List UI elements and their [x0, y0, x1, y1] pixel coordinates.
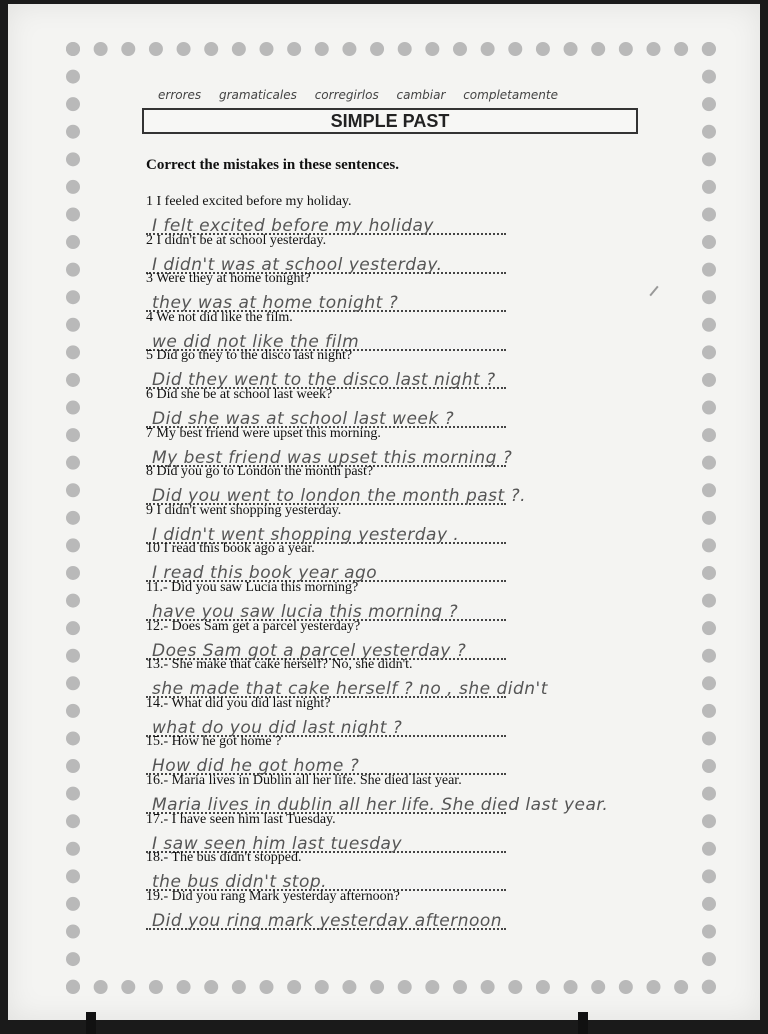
exercise-prompt: 19.- Did you rang Mark yesterday afternoon? [146, 888, 400, 904]
exercise-prompt: 4 We not did like the film. [146, 309, 293, 325]
handwritten-answer: Did you went to london the month past ?. [152, 486, 527, 507]
exercise-prompt: 15.- How he got home ? [146, 734, 282, 750]
handwritten-answer: have you saw lucia this morning ? [152, 602, 459, 622]
exercise-item [146, 773, 726, 814]
handwritten-answer: we did not like the film [152, 331, 360, 352]
worksheet-page [8, 4, 760, 1020]
answer-line [146, 790, 609, 815]
exercise-prompt: 6 Did she be at school last week? [146, 387, 333, 402]
handwritten-answer: Maria lives in dublin all her life. She died last year. [152, 795, 609, 815]
exercise-prompt: 17.- I have seen him last Tuesday. [146, 811, 336, 827]
exercise-prompt: 12.- Does Sam get a parcel yesterday? [146, 618, 361, 634]
exercise-item [146, 889, 726, 930]
handwritten-topics: errores gramaticales corregirlos cambiar completamente [158, 88, 558, 102]
edge-mark [86, 1012, 96, 1034]
instruction: Correct the mistakes in these sentences. [146, 157, 400, 173]
exercise-prompt: 18.- The bus didn't stopped. [146, 850, 302, 866]
exercise-item [146, 387, 726, 428]
handwritten-answer: what do you did last night ? [152, 717, 403, 738]
exercise-item [146, 503, 726, 544]
handwritten-answer: Does Sam got a parcel yesterday ? [152, 640, 467, 661]
exercise-item [146, 233, 726, 274]
exercise-item [146, 541, 726, 582]
handwritten-answer: the bus didn't stop. [152, 872, 328, 893]
exercise-item [146, 734, 726, 775]
exercise-item [146, 812, 726, 853]
handwritten-answer: I felt excited before my holiday [152, 216, 434, 236]
handwritten-answer: My best friend was upset this morning ? [152, 447, 513, 468]
exercise-item [146, 310, 726, 351]
handwritten-answer: I didn't went shopping yesterday . [152, 524, 460, 545]
exercise-prompt: 10 I read this book ago a year. [146, 541, 315, 557]
exercise-prompt: 2 I didn't be at school yesterday. [146, 232, 327, 248]
answer-line [146, 520, 506, 544]
handwritten-answer: I saw seen him last tuesday [152, 833, 403, 854]
handwritten-answer: Did you ring mark yesterday afternoon [152, 910, 503, 931]
exercise-prompt: 5 Did go they to the disco last night? [146, 348, 353, 364]
answer-line [146, 481, 527, 507]
answer-line [146, 867, 506, 891]
answer-line [146, 250, 506, 274]
answer-line [146, 365, 506, 389]
answer-line [146, 829, 506, 853]
answer-line [146, 327, 506, 351]
exercise-item [146, 850, 726, 891]
page-title: SIMPLE PAST [330, 111, 450, 131]
exercise-item [146, 580, 726, 621]
answer-line [146, 751, 506, 775]
handwritten-answer: they was at home tonight ? [152, 293, 399, 314]
exercise-prompt: 11.- Did you saw Lucia this morning? [146, 580, 359, 595]
exercise-item [146, 619, 726, 660]
answer-line [146, 674, 548, 700]
exercise-item [146, 657, 726, 698]
answer-line [146, 404, 506, 428]
exercise-prompt: 14.- What did you did last night? [146, 695, 331, 711]
exercise-prompt: 7 My best friend were upset this morning. [146, 425, 381, 441]
exercise-prompt: 13.- She make that cake herself? No, she didn't. [146, 657, 413, 673]
answer-line [146, 636, 506, 660]
answer-line [146, 597, 506, 621]
handwritten-answer: How did he got home ? [152, 756, 360, 777]
exercise-prompt: 8 Did you go to London the month past? [146, 464, 374, 480]
answer-line [146, 713, 506, 737]
exercise-item [146, 271, 726, 312]
handwritten-answer: I didn't was at school yesterday. [152, 254, 443, 275]
edge-mark [578, 1012, 588, 1034]
answer-line [146, 443, 513, 468]
answer-line [146, 906, 506, 930]
answer-line [146, 211, 506, 235]
exercise-item [146, 348, 726, 389]
handwritten-answer: I read this book year ago [152, 563, 378, 584]
exercise-item [146, 464, 726, 505]
title-box [142, 108, 638, 134]
exercise-prompt: 16.- Maria lives in Dublin all her life. She died last year. [146, 773, 462, 788]
handwritten-answer: Did she was at school last week ? [152, 409, 455, 429]
exercise-item [146, 696, 726, 737]
exercise-prompt: 9 I didn't went shopping yesterday. [146, 502, 342, 518]
answer-line [146, 288, 506, 312]
exercise-prompt: 1 I feeled excited before my holiday. [146, 194, 352, 209]
answer-line [146, 558, 506, 582]
exercise-item [146, 426, 726, 467]
exercise-item [146, 194, 726, 235]
handwritten-answer: Did they went to the disco last night ? [152, 370, 496, 391]
handwritten-answer: she made that cake herself ? no , she didn't [152, 679, 548, 700]
exercise-prompt: 3 Were they at home tonight? [146, 271, 311, 287]
